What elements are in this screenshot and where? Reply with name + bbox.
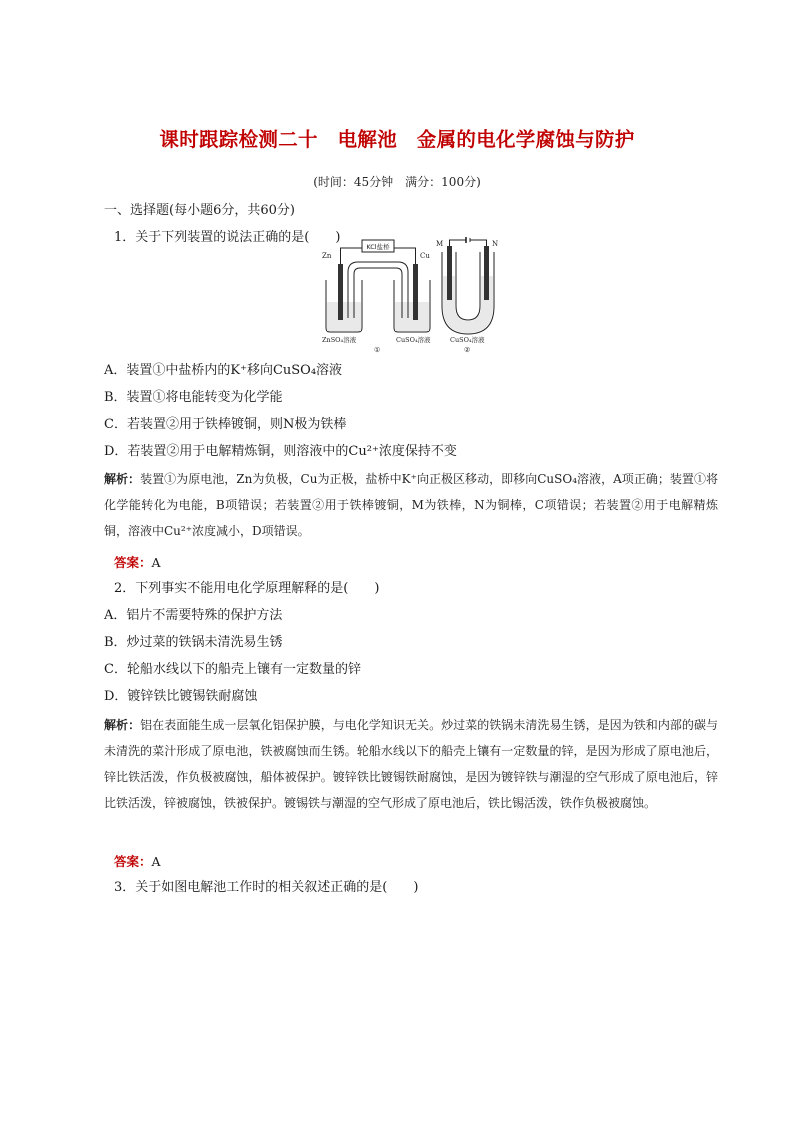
- n-electrode-label: N: [492, 240, 498, 248]
- q1-option-a: A．装置①中盐桥内的K⁺移向CuSO₄溶液: [104, 363, 343, 378]
- q2-option-d: D．镀锌铁比镀锡铁耐腐蚀: [104, 689, 258, 704]
- q2-option-a: A．铝片不需要特殊的保护方法: [104, 608, 283, 623]
- question-2-stem: 2．下列事实不能用电化学原理解释的是( ): [114, 581, 380, 596]
- device-1-label: ①: [374, 346, 381, 354]
- q2-analysis: [104, 712, 718, 816]
- q2-option-c: C．轮船水线以下的船壳上镶有一定数量的锌: [104, 662, 361, 677]
- q2-analysis-label: 解析：: [104, 718, 141, 732]
- m-electrode-label: M: [436, 240, 444, 248]
- cuso4-solution-label: CuSO₄溶液: [396, 336, 431, 344]
- page-title: 课时跟踪检测二十 电解池 金属的电化学腐蚀与防护: [159, 128, 635, 151]
- u-tube-solution-label: CuSO₄溶液: [450, 336, 485, 344]
- exam-time-info: (时间：45分钟 满分：100分): [313, 175, 481, 189]
- q1-answer-value: A: [151, 555, 161, 570]
- q1-option-b: B．装置①将电能转变为化学能: [104, 390, 283, 405]
- q2-option-b: B．炒过菜的铁锅未清洗易生锈: [104, 635, 283, 650]
- galvanic-cell-diagram: [326, 240, 430, 332]
- q2-answer: [114, 852, 161, 870]
- q1-analysis-label: 解析：: [104, 472, 141, 486]
- salt-bridge-label: KCl盐桥: [366, 243, 390, 251]
- u-tube-cell-diagram: [442, 237, 494, 334]
- device-2-label: ②: [464, 346, 471, 354]
- q2-analysis-text: 铝在表面能生成一层氧化铝保护膜，与电化学知识无关。炒过菜的铁锅未清洗易生锈，是因为铁和内部的碳与未清洗的菜汁形成了原电池，铁被腐蚀而生锈。轮船水线以下的船壳上镶有一定数量的锌，是因为形成了原电池后，锌比铁活泼，作负极被腐蚀，船体被保护。镀锌铁比镀锡铁耐腐蚀，是因为镀锌铁与潮湿的空气形成了原电池后，锌比铁活泼，锌被腐蚀，铁被保护。镀锡铁与潮湿的空气形成了原电池后，铁比锡活泼，铁作负极被腐蚀。: [104, 718, 718, 810]
- q2-answer-label: 答案：: [114, 854, 152, 869]
- q1-analysis: [104, 466, 718, 544]
- zn-electrode-label: Zn: [322, 252, 332, 260]
- q1-analysis-text: 装置①为原电池，Zn为负极，Cu为正极，盐桥中K⁺向正极区移动，即移向CuSO₄溶液，A项正确；装置①将化学能转化为电能，B项错误；若装置②用于铁棒镀铜，M为铁棒，N为铜棒，C项错误；若装置②用于电解精炼铜，溶液中Cu²⁺浓度减小，D项错误。: [104, 472, 718, 538]
- znso4-solution-label: ZnSO₄溶液: [322, 336, 357, 344]
- cu-electrode-label: Cu: [420, 252, 430, 260]
- q2-answer-value: A: [151, 854, 161, 869]
- q1-answer: [114, 553, 161, 571]
- question-3-stem: 3．关于如图电解池工作时的相关叙述正确的是( ): [114, 880, 419, 895]
- q1-option-d: D．若装置②用于电解精炼铜，则溶液中的Cu²⁺浓度保持不变: [104, 444, 457, 459]
- electrochemistry-figure: [318, 236, 498, 356]
- q1-answer-label: 答案：: [114, 555, 152, 570]
- question-1-stem: 1．关于下列装置的说法正确的是( ): [114, 230, 341, 245]
- q1-option-c: C．若装置②用于铁棒镀铜，则N极为铁棒: [104, 417, 347, 432]
- section-heading: 一、选择题(每小题6分，共60分): [104, 203, 295, 218]
